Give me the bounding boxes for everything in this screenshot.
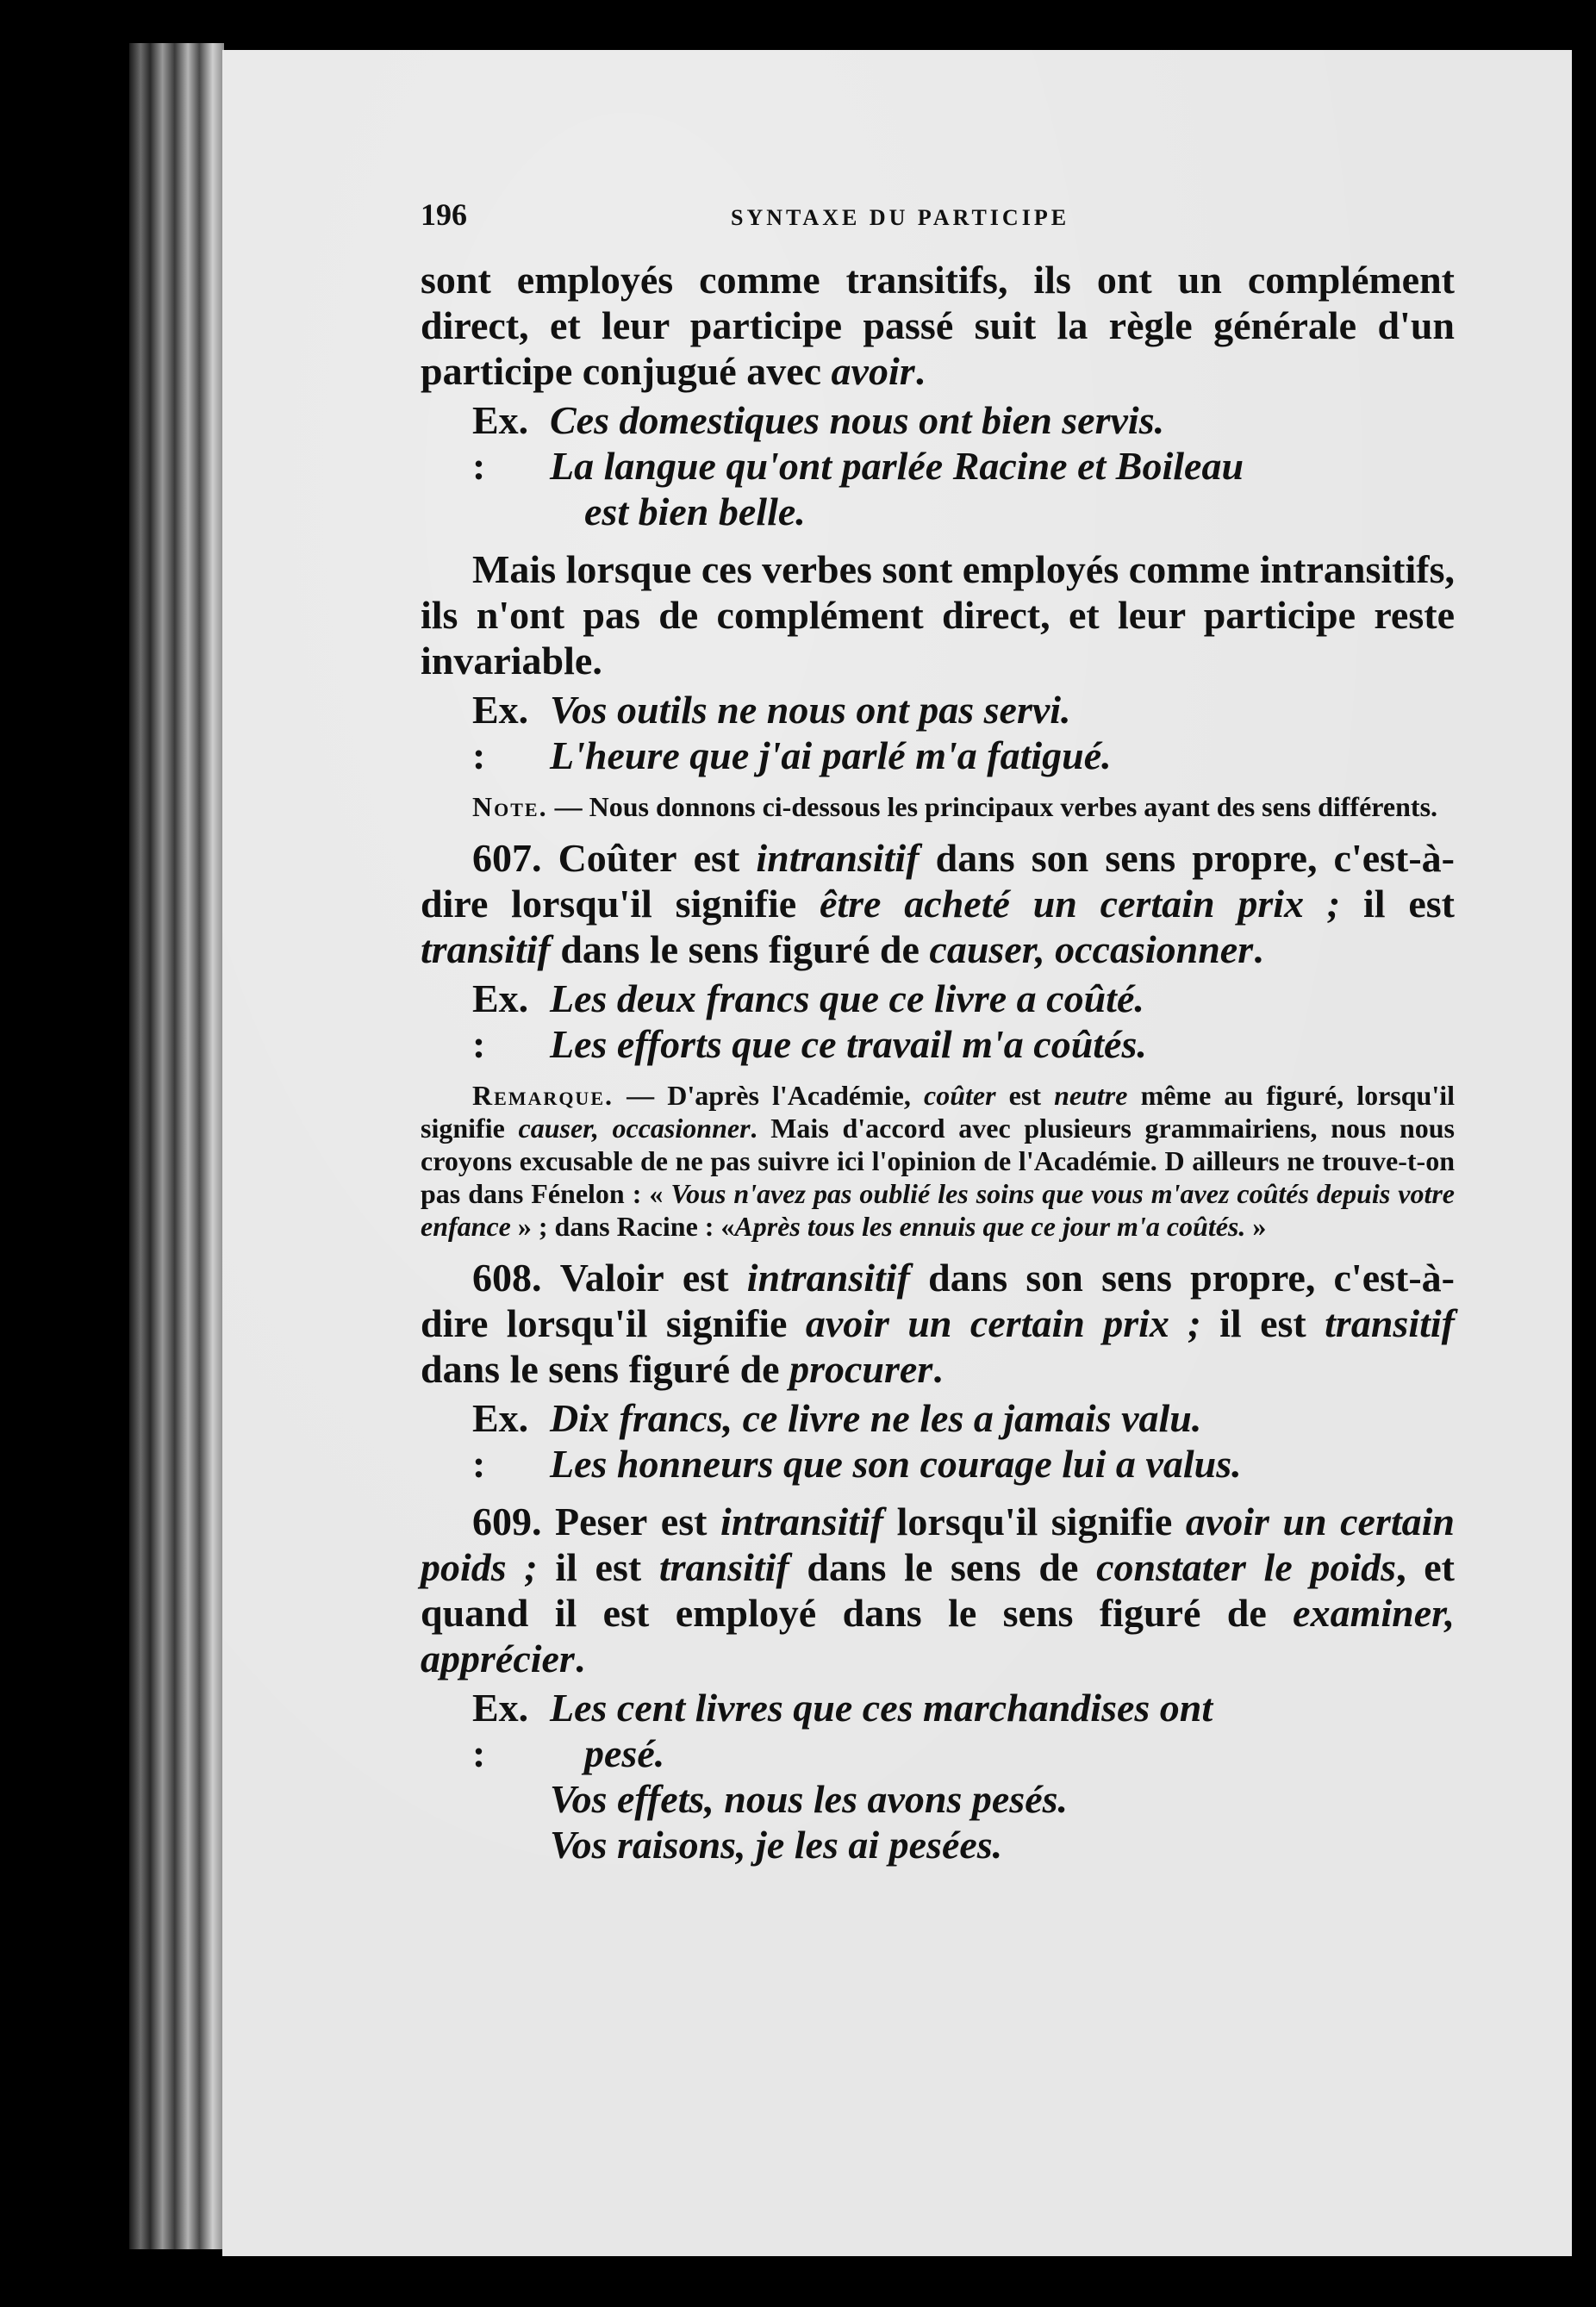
keyword: intransitifs bbox=[1259, 547, 1445, 591]
italic-term: avoir un certain prix ; bbox=[805, 1301, 1201, 1345]
example-line: est bien belle. bbox=[584, 489, 806, 533]
section-607 bbox=[421, 835, 1455, 972]
paragraph-transitifs bbox=[421, 257, 1455, 394]
text: dans le sens de bbox=[789, 1545, 1097, 1589]
italic-term: transitif bbox=[421, 927, 551, 971]
text: — D'après l'Académie, bbox=[614, 1080, 924, 1111]
text: est bbox=[647, 1500, 720, 1543]
book-page bbox=[222, 50, 1572, 2256]
text: . Mais d'accord avec plusieurs grammairiens, nous nous croyons excusable de ne pas suivre ici l'opinion de l'Académie. D ailleurs ne trouve-t-on pas dans Fénelon : « bbox=[421, 1113, 1456, 1209]
page-number: 196 bbox=[421, 197, 467, 232]
text: . bbox=[914, 349, 926, 393]
example-line: Les efforts que ce travail m'a coûtés. bbox=[550, 1022, 1147, 1066]
keyword: Peser bbox=[555, 1500, 648, 1543]
paragraph-intransitifs bbox=[421, 546, 1455, 683]
text: , et quand il est employé dans le sens figuré de bbox=[421, 1545, 1455, 1635]
example-label: Ex. : bbox=[472, 1396, 529, 1486]
text: » ; dans Racine : « bbox=[510, 1211, 735, 1242]
text: , ils ont un complément direct, et leur participe passé suit la règle générale d'un participe conjugué avec bbox=[421, 258, 1455, 393]
text: il est bbox=[537, 1545, 659, 1589]
section-608 bbox=[421, 1255, 1455, 1392]
section-number: 609. bbox=[472, 1500, 542, 1543]
running-head: SYNTAXE DU PARTICIPE bbox=[731, 205, 1070, 230]
example-lines bbox=[550, 397, 1455, 534]
italic-term: transitif bbox=[1325, 1301, 1455, 1345]
section-number: 607. bbox=[472, 836, 542, 880]
text: dans son sens propre, c'est-à-dire lorsqu'il signifie bbox=[421, 836, 1455, 926]
example-line: Vos outils ne nous ont pas servi. bbox=[550, 688, 1071, 732]
italic-term: procurer bbox=[789, 1347, 933, 1391]
text: sont employés comme bbox=[421, 258, 846, 302]
text: dans le sens figuré de bbox=[550, 927, 930, 971]
keyword: transitifs bbox=[845, 258, 998, 302]
italic-term: causer, occasionner bbox=[929, 927, 1254, 971]
text: » bbox=[1245, 1211, 1267, 1242]
italic-term: examiner, apprécier bbox=[421, 1591, 1455, 1680]
example-block-3 bbox=[421, 976, 1455, 1067]
text: il est bbox=[1340, 882, 1455, 926]
example-line: L'heure que j'ai parlé m'a fatigué. bbox=[550, 733, 1112, 777]
example-lines bbox=[550, 687, 1455, 778]
italic-term: transitif bbox=[658, 1545, 789, 1589]
keyword: Coûter bbox=[558, 836, 677, 880]
example-line: pesé. bbox=[584, 1731, 665, 1775]
example-lines bbox=[550, 1685, 1455, 1867]
remarque-lead: Remarque. bbox=[472, 1080, 614, 1111]
example-line: Ces domestiques nous ont bien servis. bbox=[550, 398, 1165, 442]
text: . bbox=[1253, 927, 1263, 971]
example-line: Dix francs, ce livre ne les a jamais valu. bbox=[550, 1396, 1202, 1440]
example-block-4 bbox=[421, 1395, 1455, 1487]
italic-term: intransitif bbox=[720, 1500, 884, 1543]
page-content bbox=[421, 196, 1455, 1867]
italic-term: avoir bbox=[831, 349, 915, 393]
quote-fenelon: Vous n'avez pas oublié les soins que vous m'avez coûtés depuis votre enfance bbox=[421, 1178, 1456, 1242]
text: Mais lorsque ces verbes sont employés comme bbox=[472, 547, 1260, 591]
example-label: Ex. : bbox=[472, 1686, 529, 1775]
italic-term: constater le poids bbox=[1096, 1545, 1397, 1589]
italic-term: être acheté un certain prix ; bbox=[819, 882, 1341, 926]
example-lines bbox=[550, 976, 1455, 1067]
example-label: Ex. : bbox=[472, 398, 529, 488]
text: est bbox=[676, 836, 757, 880]
text: . bbox=[932, 1347, 943, 1391]
italic-term: coûter bbox=[924, 1080, 996, 1111]
italic-term: intransitif bbox=[746, 1256, 910, 1300]
note-text: — Nous donnons ci-dessous les principaux verbes ayant des sens différents. bbox=[547, 791, 1438, 822]
book-spine bbox=[129, 43, 224, 2249]
example-line: Vos raisons, je les ai pesées. bbox=[550, 1823, 1003, 1867]
quote-racine: Après tous les ennuis que ce jour m'a coûtés. bbox=[734, 1211, 1246, 1242]
example-block-5 bbox=[421, 1685, 1455, 1867]
text: dans son sens propre, c'est-à-dire lorsqu'il signifie bbox=[421, 1256, 1455, 1345]
section-number: 608. bbox=[472, 1256, 542, 1300]
remarque bbox=[421, 1079, 1455, 1243]
example-line: Les honneurs que son courage lui a valus. bbox=[550, 1442, 1242, 1486]
text: . bbox=[574, 1637, 585, 1680]
text: il est bbox=[1200, 1301, 1325, 1345]
italic-term: avoir un certain poids ; bbox=[421, 1500, 1456, 1589]
example-line: Les cent livres que ces marchandises ont bbox=[550, 1686, 1213, 1730]
note bbox=[421, 790, 1455, 823]
example-line: Vos effets, nous les avons pesés. bbox=[550, 1777, 1069, 1821]
text: , ils n'ont pas de complément direct, et leur participe reste invariable. bbox=[421, 547, 1455, 683]
example-line: La langue qu'ont parlée Racine et Boileau bbox=[550, 444, 1244, 488]
keyword: Valoir bbox=[559, 1256, 664, 1300]
page-header bbox=[421, 196, 1455, 257]
italic-term: neutre bbox=[1054, 1080, 1128, 1111]
example-block-2 bbox=[421, 687, 1455, 778]
text: est bbox=[664, 1256, 747, 1300]
example-block-1 bbox=[421, 397, 1455, 534]
italic-term: causer, occasionner bbox=[518, 1113, 751, 1144]
note-lead: Note. bbox=[472, 791, 548, 822]
text: lorsqu'il signifie bbox=[883, 1500, 1186, 1543]
example-label: Ex. : bbox=[472, 688, 529, 777]
example-line: Les deux francs que ce livre a coûté. bbox=[550, 976, 1144, 1020]
example-lines bbox=[550, 1395, 1455, 1487]
text: est bbox=[995, 1080, 1055, 1111]
italic-term: intransitif bbox=[756, 836, 920, 880]
section-609 bbox=[421, 1499, 1455, 1681]
example-label: Ex. : bbox=[472, 976, 529, 1066]
text: dans le sens figuré de bbox=[421, 1347, 790, 1391]
text: même au figuré, lorsqu'il signifie bbox=[421, 1080, 1456, 1144]
